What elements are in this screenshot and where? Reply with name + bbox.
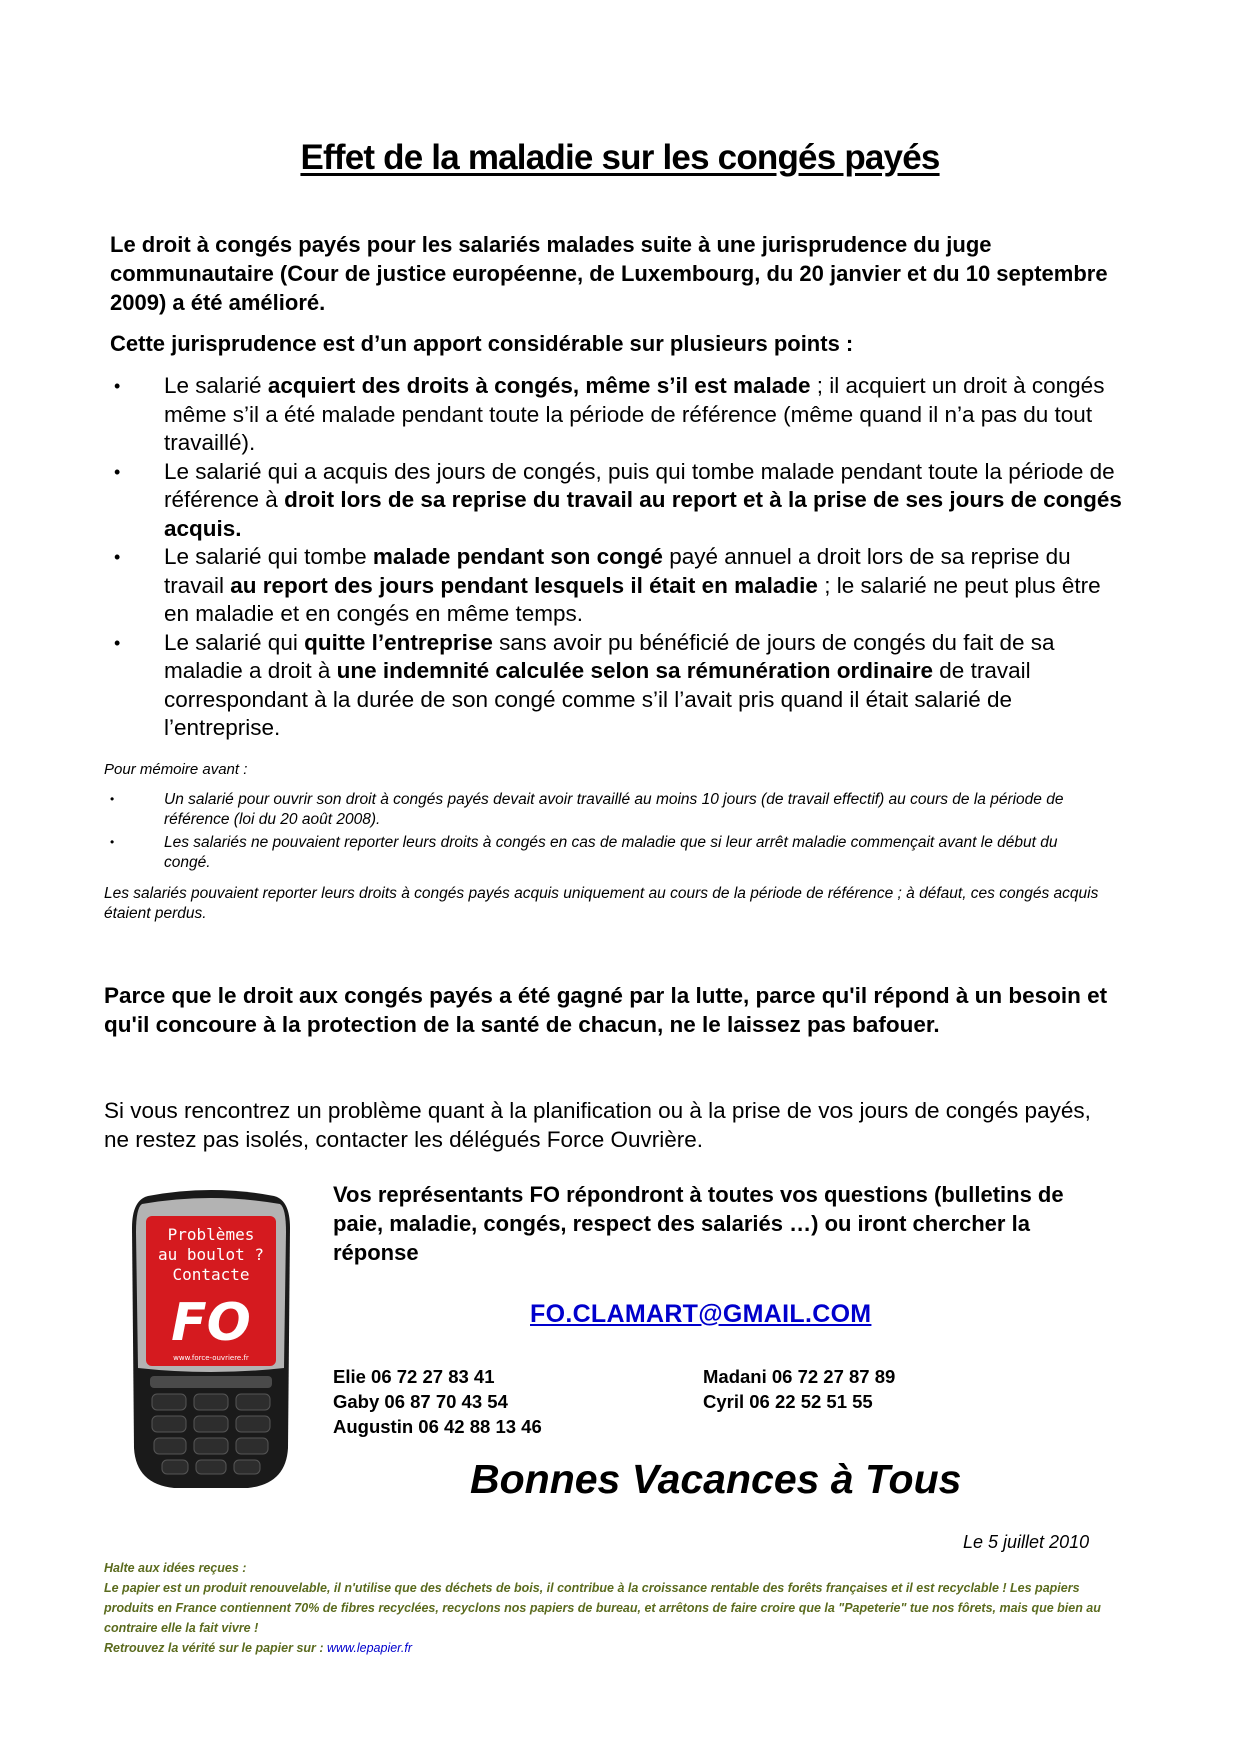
- main-bullet-list: [104, 372, 1124, 743]
- bullet-icon: •: [110, 835, 115, 849]
- contact-row: Augustin 06 42 88 13 46: [333, 1416, 542, 1437]
- contacts-right-column: [703, 1364, 895, 1414]
- lepapier-link[interactable]: www.lepapier.fr: [327, 1641, 412, 1655]
- list-item: • Le salarié qui a acquis des jours de congés, puis qui tombe malade pendant toute la période de référence à droit lors de sa reprise du travail au report et à la prise de ses jours de congés acquis.: [114, 458, 1122, 541]
- footer-body: Le papier est un produit renouvelable, il n'utilise que des déchets de bois, il contribue à la croissance rentable des forêts françaises et il est recyclable ! Les papiers produits en France contiennent 70% de fibres recyclées, recyclons nos papiers de bureau, et arrêtons de faire croire que la "Papeterie" tue nos fôrets, mais que bien au contraire elle la fait vivre !: [104, 1581, 1101, 1635]
- paper-footer: [104, 1558, 1124, 1658]
- contact-row: Madani 06 72 27 87 89: [703, 1366, 896, 1387]
- phone-poster-image: [128, 1188, 294, 1490]
- fo-logo: FO: [171, 1293, 251, 1353]
- contact-row: Cyril 06 22 52 51 55: [703, 1391, 873, 1412]
- phone-screen-line3: Contacte: [172, 1265, 250, 1284]
- list-item: • Un salarié pour ouvrir son droit à congés payés devait avoir travaillé au moins 10 jours (de travail effectif) au cours de la période de référence (loi du 20 août 2008).: [110, 791, 1064, 828]
- contact-row: Gaby 06 87 70 43 54: [333, 1391, 508, 1412]
- contact-paragraph: Si vous rencontrez un problème quant à la planification ou à la prise de vos jours de congés payés, ne restez pas isolés, contacter les délégués Force Ouvrière.: [104, 1098, 1091, 1152]
- bullet-icon: •: [114, 461, 121, 482]
- lead-paragraph: Cette jurisprudence est d’un apport considérable sur plusieurs points :: [110, 331, 854, 356]
- list-item: • Le salarié acquiert des droits à congés, même s’il est malade ; il acquiert un droit à congés même s’il a été malade pendant toute la période de référence (même quand il n’a pas du tout travaillé).: [114, 373, 1105, 455]
- struggle-statement: Parce que le droit aux congés payés a été gagné par la lutte, parce qu'il répond à un besoin et qu'il concoure à la protection de la santé de chacun, ne le laissez pas bafouer.: [104, 983, 1108, 1037]
- contact-row: Elie 06 72 27 83 41: [333, 1366, 495, 1387]
- phone-screen-url: www.force-ouvriere.fr: [173, 1354, 249, 1362]
- phone-screen-line2: au boulot ?: [158, 1245, 264, 1264]
- representatives-paragraph: Vos représentants FO répondront à toutes vos questions (bulletins de paie, maladie, congés, respect des salariés …) ou iront chercher la réponse: [333, 1182, 1064, 1265]
- memo-label: Pour mémoire avant :: [104, 761, 248, 778]
- bullet-icon: •: [110, 792, 115, 806]
- contacts-left-column: [333, 1364, 542, 1439]
- page-title: Effet de la maladie sur les congés payés: [300, 138, 940, 177]
- list-item: • Les salariés ne pouvaient reporter leurs droits à congés en cas de maladie que si leur arrêt maladie commençait avant le début du congé.: [110, 834, 1058, 871]
- email-link[interactable]: FO.CLAMART@GMAIL.COM: [530, 1300, 872, 1328]
- vacation-wishes: Bonnes Vacances à Tous: [470, 1456, 962, 1502]
- bullet-icon: •: [114, 376, 121, 396]
- document-date: Le 5 juillet 2010: [963, 1532, 1090, 1552]
- intro-paragraph: Le droit à congés payés pour les salariés malades suite à une jurisprudence du juge communautaire (Cour de justice européenne, de Luxembourg, du 20 janvier et du 10 septembre 2009) a été amélioré.: [110, 232, 1108, 315]
- footer-heading: Halte aux idées reçues :: [104, 1561, 247, 1575]
- footer-link-line: Retrouvez la vérité sur le papier sur : www.lepapier.fr: [104, 1641, 412, 1655]
- memo-conclusion: Les salariés pouvaient reporter leurs droits à congés payés acquis uniquement au cours de la période de référence ; à défaut, ces congés acquis étaient perdus.: [104, 885, 1099, 922]
- list-item: • Le salarié qui tombe malade pendant son congé payé annuel a droit lors de sa reprise du travail au report des jours pendant lesquels il était en maladie ; le salarié ne peut plus être en maladie et en congés en même temps.: [114, 544, 1101, 626]
- bullet-icon: •: [114, 547, 121, 567]
- bullet-icon: •: [114, 632, 121, 653]
- memo-list: [104, 790, 1104, 876]
- list-item: • Le salarié qui quitte l’entreprise sans avoir pu bénéficié de jours de congés du fait de sa maladie a droit à une indemnité calculée selon sa rémunération ordinaire de travail correspondant à la durée de son congé comme s’il l’avait pris quand il était salarié de l’entreprise.: [114, 629, 1055, 740]
- phone-screen-line1: Problèmes: [167, 1225, 255, 1244]
